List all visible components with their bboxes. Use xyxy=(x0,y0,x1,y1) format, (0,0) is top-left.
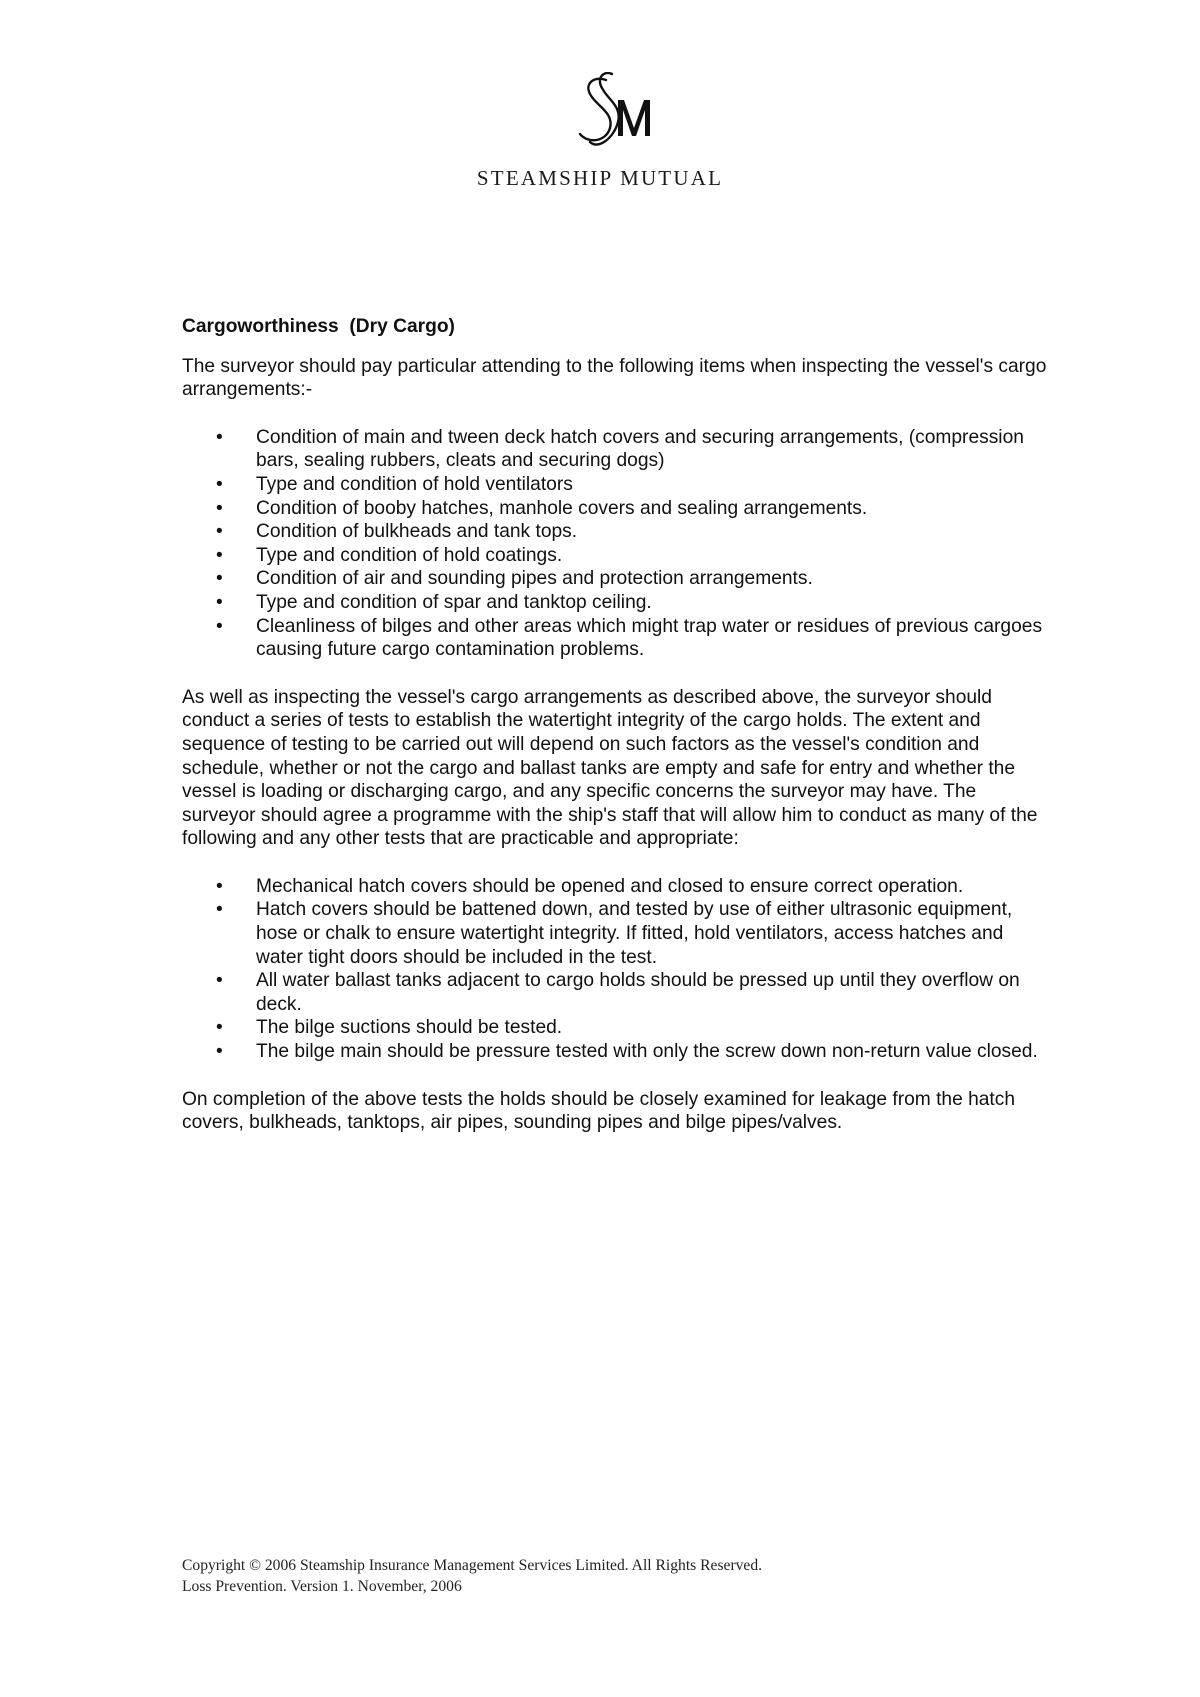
list-item: • Hatch covers should be battened down, and tested by use of either ultrasonic equipment, hose or chalk to ensure watertight integrity. If fitted, hold ventilators, access hatches and water tight doors should be included in the test. xyxy=(182,898,1052,969)
list-item: • Cleanliness of bilges and other areas which might trap water or residues of previous cargoes causing future cargo contamination problems. xyxy=(182,615,1052,662)
list-item: • Mechanical hatch covers should be opened and closed to ensure correct operation. xyxy=(182,875,1052,899)
list-item: • Condition of booby hatches, manhole covers and sealing arrangements. xyxy=(182,497,1052,521)
list-item: • The bilge suctions should be tested. xyxy=(182,1016,1052,1040)
steamship-mutual-logo xyxy=(566,72,666,162)
list-item: • Condition of main and tween deck hatch covers and securing arrangements, (compression bars, sealing rubbers, cleats and securing dogs) xyxy=(182,426,1052,473)
document-body xyxy=(182,315,1052,1159)
page-footer xyxy=(182,1555,762,1597)
list-item: • Type and condition of hold ventilators xyxy=(182,473,1052,497)
organization-name: STEAMSHIP MUTUAL xyxy=(476,166,724,190)
list-item: • Condition of bulkheads and tank tops. xyxy=(182,520,1052,544)
list-item: • Condition of air and sounding pipes and protection arrangements. xyxy=(182,567,1052,591)
list-item: • All water ballast tanks adjacent to cargo holds should be pressed up until they overflow on deck. xyxy=(182,969,1052,1016)
conclusion-paragraph: On completion of the above tests the holds should be closely examined for leakage from the hatch covers, bulkheads, tanktops, air pipes, sounding pipes and bilge pipes/valves. xyxy=(182,1088,1016,1134)
inspection-items-list xyxy=(182,426,1052,662)
version-notice: Loss Prevention. Version 1. November, 2006 xyxy=(182,1578,462,1595)
list-item: • Type and condition of spar and tanktop ceiling. xyxy=(182,591,1052,615)
testing-paragraph: As well as inspecting the vessel's cargo arrangements as described above, the surveyor should conduct a series of tests to establish the watertight integrity of the cargo holds. The extent and sequence of testing to be carried out will depend on such factors as the vessel's condition and schedule, whether or not the cargo and ballast tanks are empty and safe for entry and whether the vessel is loading or discharging cargo, and any specific concerns the surveyor may have. The surveyor should agree a programme with the ship's staff that will allow him to conduct as many of the following and any other tests that are practicable and appropriate: xyxy=(182,686,1038,850)
list-item: • Type and condition of hold coatings. xyxy=(182,544,1052,568)
copyright-notice: Copyright © 2006 Steamship Insurance Management Services Limited. All Rights Reserved. xyxy=(182,1557,763,1574)
test-items-list xyxy=(182,875,1052,1064)
intro-paragraph: The surveyor should pay particular attending to the following items when inspecting the vessel's cargo arrangements:- xyxy=(182,355,1047,401)
document-title: Cargoworthiness (Dry Cargo) xyxy=(182,316,455,337)
list-item: • The bilge main should be pressure tested with only the screw down non-return value closed. xyxy=(182,1040,1052,1064)
